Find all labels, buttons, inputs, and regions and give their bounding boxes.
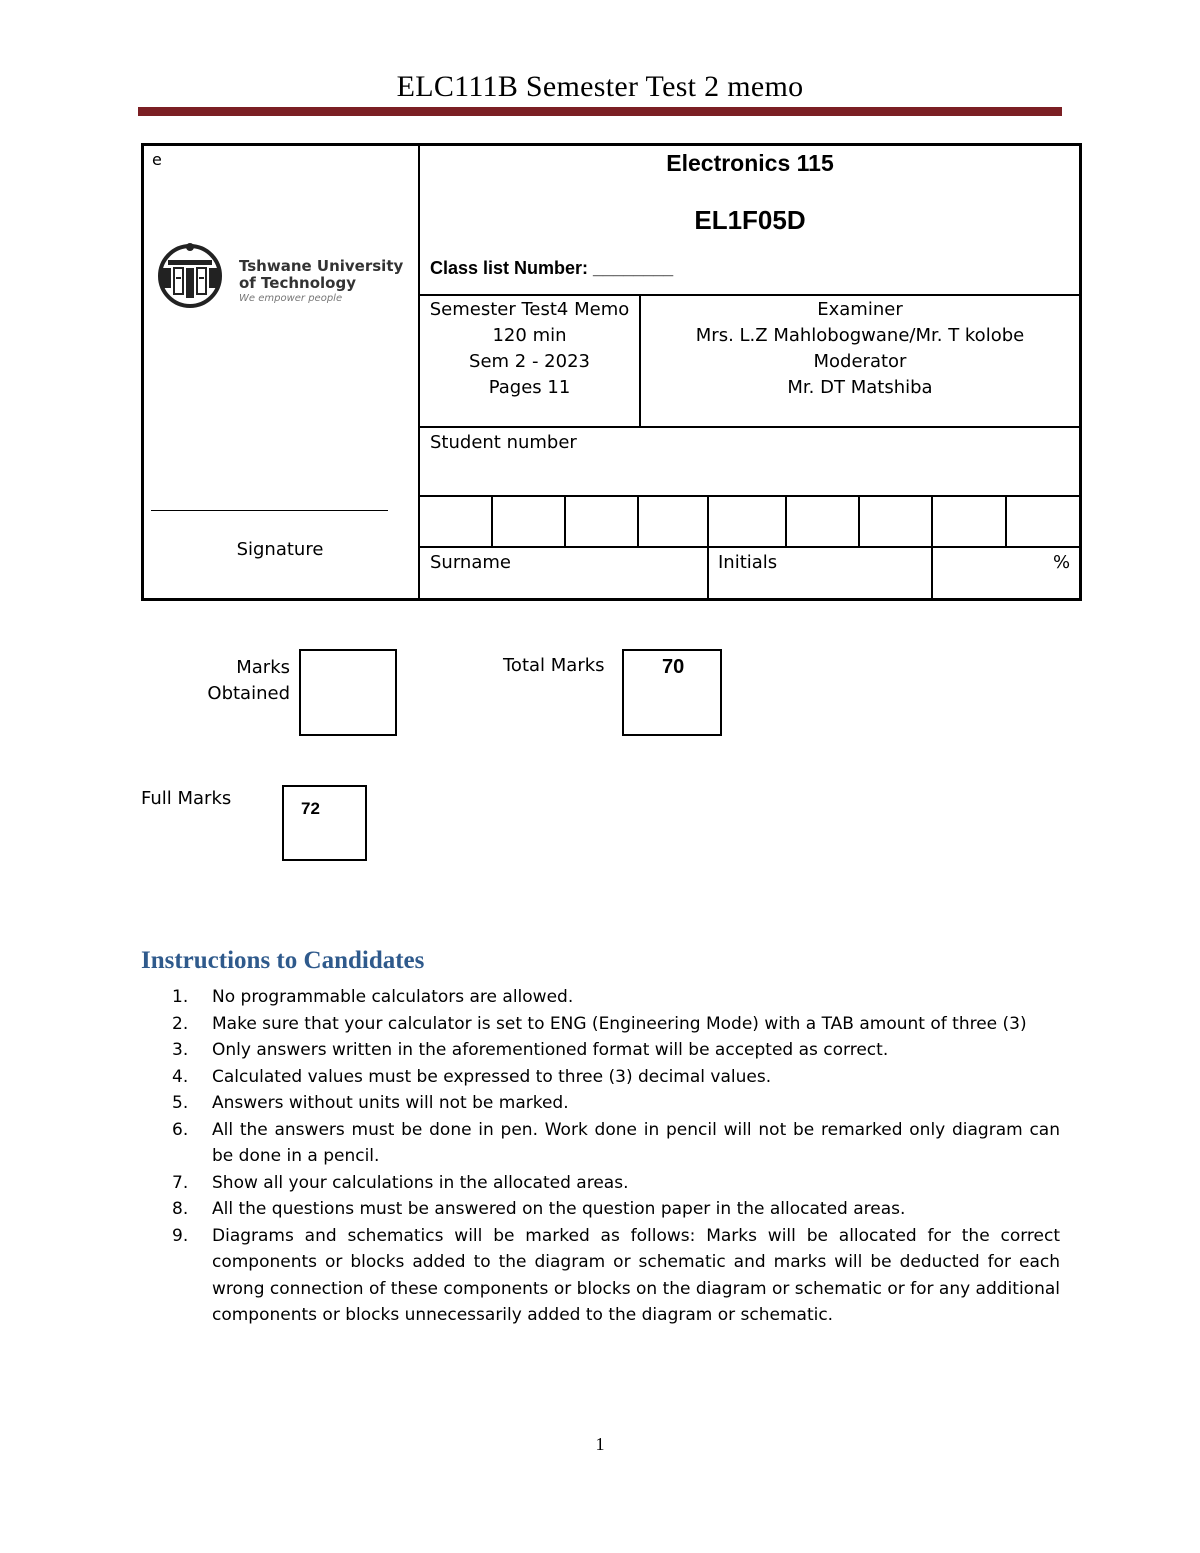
digit-divider xyxy=(707,495,709,601)
moderator-name: Mr. DT Matshiba xyxy=(787,377,933,398)
instruction-item xyxy=(172,1223,1060,1329)
moderator-label: Moderator xyxy=(813,351,907,372)
header-rule xyxy=(138,107,1062,116)
instruction-item xyxy=(172,1196,1060,1223)
marks-obtained-label-line2: Obtained xyxy=(207,683,290,704)
student-number-label: Student number xyxy=(430,432,577,453)
digit-divider xyxy=(637,495,639,548)
digit-divider xyxy=(931,495,933,601)
instruction-item xyxy=(172,1117,1060,1170)
instructions-heading: Instructions to Candidates xyxy=(141,947,425,974)
table-border-left xyxy=(141,143,144,601)
table-border-bottom xyxy=(141,598,1082,601)
corner-letter: e xyxy=(152,150,162,169)
percent-label: % xyxy=(1053,552,1071,573)
instruction-number: 1. xyxy=(172,987,189,1007)
digit-divider xyxy=(1005,495,1007,548)
digit-divider xyxy=(564,495,566,548)
full-marks-label: Full Marks xyxy=(141,788,232,809)
marks-obtained-label xyxy=(190,655,290,707)
table-rule-4 xyxy=(418,546,1082,548)
surname-label: Surname xyxy=(430,552,511,573)
table-border-top xyxy=(141,143,1082,146)
examiner-label: Examiner xyxy=(817,299,903,320)
university-emblem-icon xyxy=(148,238,234,310)
test-semester: Sem 2 - 2023 xyxy=(469,351,590,372)
full-marks-value: 72 xyxy=(301,799,320,818)
test-pages: Pages 11 xyxy=(488,377,571,398)
instruction-item xyxy=(172,1011,1060,1038)
digit-divider xyxy=(858,495,860,548)
total-marks-value: 70 xyxy=(662,656,685,678)
instruction-text: All the answers must be done in pen. Work done in pencil will not be remarked only diagram can be done in a pencil. xyxy=(212,1119,1060,1166)
instructions-list xyxy=(172,984,1060,1329)
digit-divider xyxy=(491,495,493,548)
document-header-title: ELC111B Semester Test 2 memo xyxy=(396,70,804,103)
staff-info xyxy=(641,297,1079,401)
total-marks-box xyxy=(622,649,722,736)
instruction-text: Calculated values must be expressed to three (3) decimal values. xyxy=(212,1066,772,1087)
instruction-text: Answers without units will not be marked. xyxy=(212,1093,569,1113)
full-marks-box xyxy=(282,785,367,861)
test-info-title: Semester Test4 Memo xyxy=(429,299,630,320)
university-tagline: We empower people xyxy=(239,293,343,304)
instruction-item xyxy=(172,1037,1060,1064)
instruction-text: Only answers written in the aforementioned format will be accepted as correct. xyxy=(212,1040,889,1060)
instruction-item xyxy=(172,1090,1060,1117)
page-number: 1 xyxy=(595,1434,605,1454)
instruction-number: 6. xyxy=(172,1119,189,1140)
instruction-item xyxy=(172,1064,1060,1091)
initials-label: Initials xyxy=(718,552,778,573)
marks-obtained-label-line1: Marks xyxy=(236,657,290,678)
course-code: EL1F05D xyxy=(694,205,806,235)
instruction-number: 7. xyxy=(172,1172,189,1193)
instruction-number: 3. xyxy=(172,1040,189,1060)
instruction-number: 2. xyxy=(172,1013,189,1034)
instruction-text: All the questions must be answered on the question paper in the allocated areas. xyxy=(212,1199,906,1219)
instruction-number: 4. xyxy=(172,1066,189,1087)
university-name-line1: Tshwane University xyxy=(239,257,404,275)
table-rule-3 xyxy=(418,495,1082,497)
course-title: Electronics 115 xyxy=(666,150,834,176)
class-list-number: Class list Number: ________ xyxy=(430,258,674,278)
instruction-item xyxy=(172,984,1060,1011)
instruction-text: Show all your calculations in the allocated areas. xyxy=(212,1172,629,1193)
total-marks-label: Total Marks xyxy=(503,655,605,676)
instruction-text: Diagrams and schematics will be marked as follows: Marks will be allocated for the correct components or blocks added to the diagram or schematic and marks will be deducted for each wrong connection of these components or blocks on the diagram or schematic or for any additional components or blocks unnecessarily added to the diagram or schematic. xyxy=(212,1225,1060,1325)
examiner-names: Mrs. L.Z Mahlobogwane/Mr. T kolobe xyxy=(695,325,1025,346)
instruction-text: Make sure that your calculator is set to ENG (Engineering Mode) with a TAB amount of three (3) xyxy=(212,1013,1027,1034)
university-name-line2: of Technology xyxy=(239,274,356,292)
instruction-number: 5. xyxy=(172,1093,189,1113)
instruction-number: 9. xyxy=(172,1225,189,1246)
instruction-number: 8. xyxy=(172,1199,189,1219)
instruction-text: No programmable calculators are allowed. xyxy=(212,987,574,1007)
digit-divider xyxy=(785,495,787,548)
table-rule-1 xyxy=(418,294,1082,296)
test-info xyxy=(420,297,639,401)
signature-line xyxy=(151,510,388,511)
signature-label: Signature xyxy=(236,539,324,560)
instruction-item xyxy=(172,1170,1060,1197)
test-duration: 120 min xyxy=(492,325,567,346)
table-rule-2 xyxy=(418,426,1082,428)
marks-obtained-box[interactable] xyxy=(299,649,397,736)
